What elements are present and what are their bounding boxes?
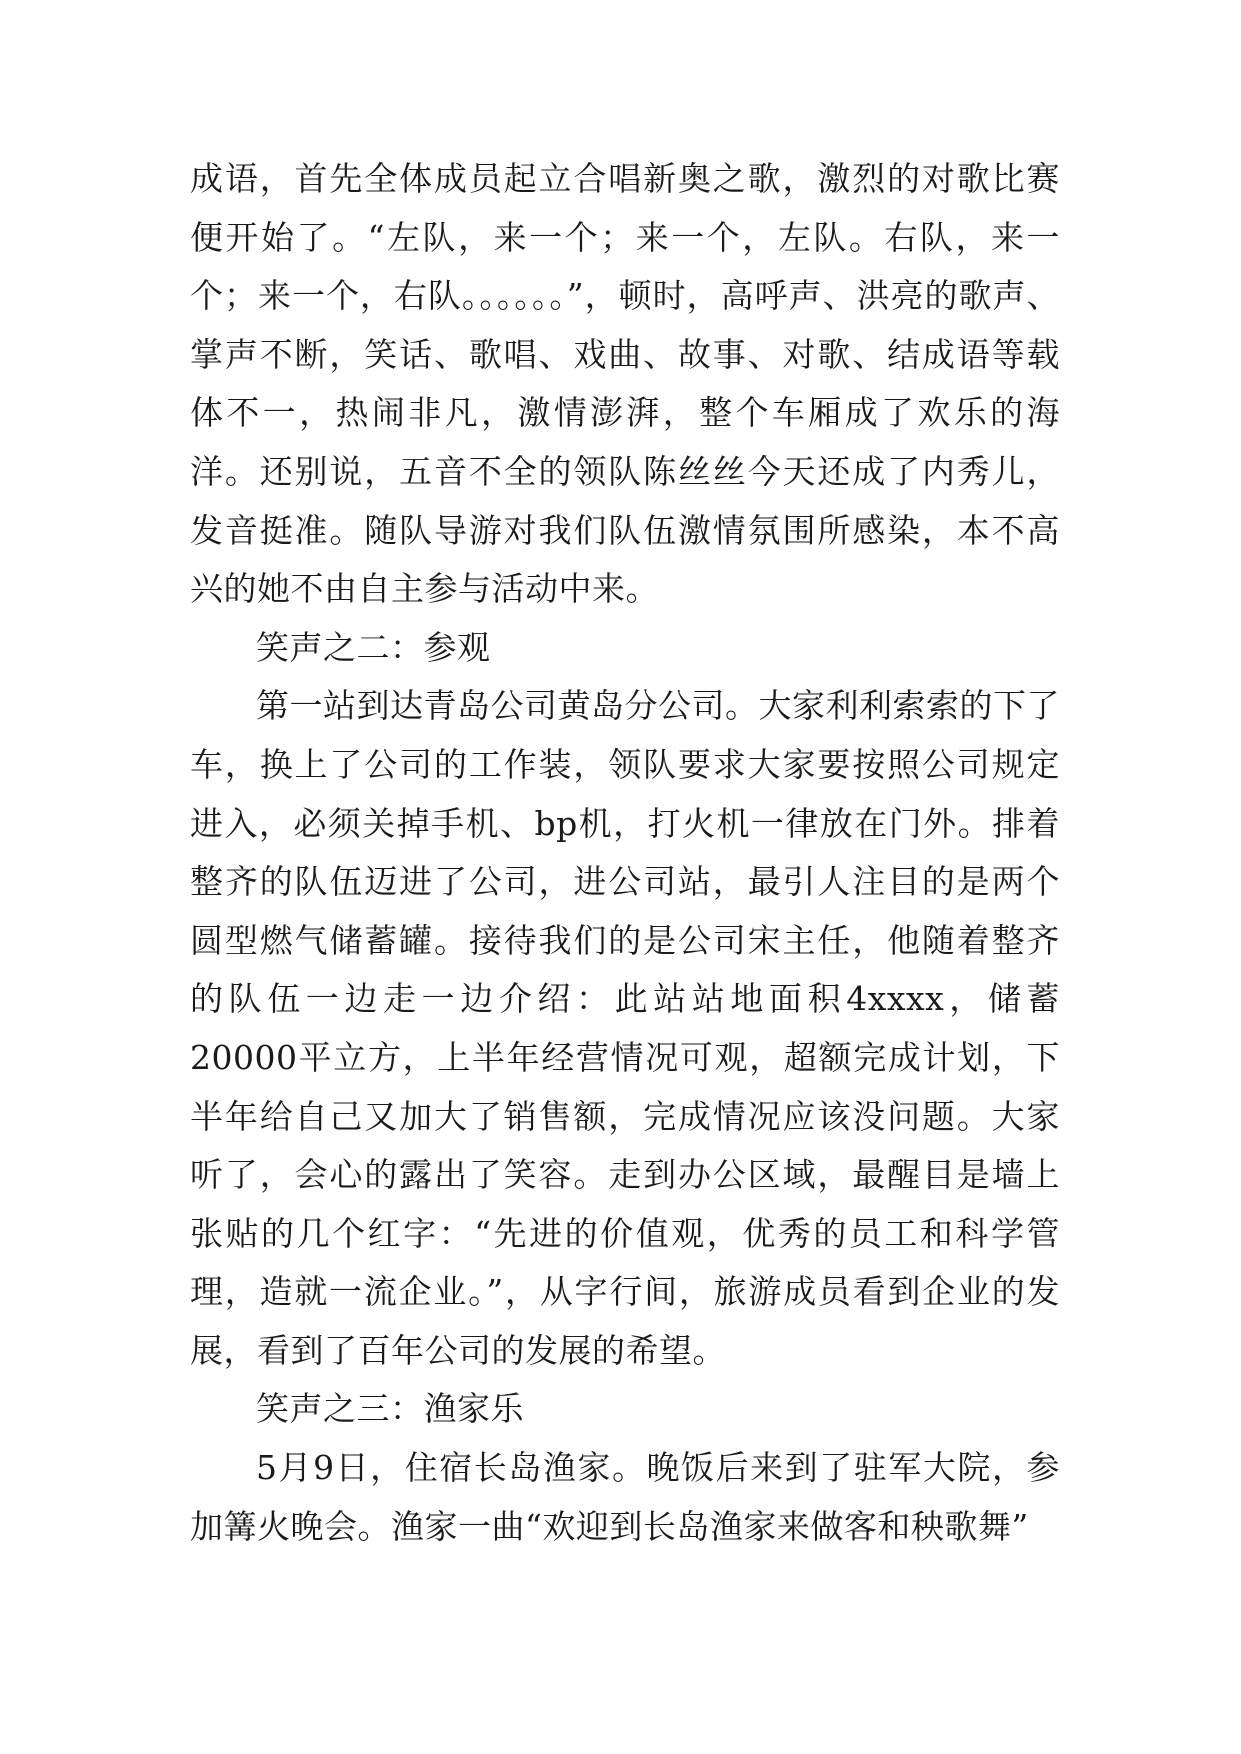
- paragraph-company-visit: 第一站到达青岛公司黄岛分公司。大家利利索索的下了车，换上了公司的工作装，领队要求大家要按照公司规定进入，必须关掉手机、bp机，打火机一律放在门外。排着整齐的队伍迈进了公司，进公司站，最引人注目的是两个圆型燃气储蓄罐。接待我们的是公司宋主任，他随着整齐的队伍一边走一边介绍：此站站地面积4xxxx，储蓄20000平立方，上半年经营情况可观，超额完成计划，下半年给自己又加大了销售额，完成情况应该没问题。大家听了，会心的露出了笑容。走到办公区域，最醒目是墙上张贴的几个红字：“先进的价值观，优秀的员工和科学管理，造就一流企业。”，从字行间，旅游成员看到企业的发展，看到了百年公司的发展的希望。: [190, 686, 1060, 1370]
- document-page: [190, 150, 1060, 1556]
- paragraph-carriage-singing: 成语，首先全体成员起立合唱新奥之歌，激烈的对歌比赛便开始了。“左队，来一个；来一个，左队。右队，来一个；来一个，右队。。。。。。”，顿时，高呼声、洪亮的歌声、掌声不断，笑话、歌唱、戏曲、故事、对歌、结成语等载体不一，热闹非凡，激情澎湃，整个车厢成了欢乐的海洋。还别说，五音不全的领队陈丝丝今天还成了内秀儿，发音挺准。随队导游对我们队伍激情氛围所感染，本不高兴的她不由自主参与活动中来。: [190, 159, 1060, 609]
- section-heading-fisherman-joy: 笑声之三：渔家乐: [256, 1389, 524, 1429]
- paragraph-fisherman-stay: 5月9日，住宿长岛渔家。晚饭后来到了驻军大院，参加篝火晚会。渔家一曲“欢迎到长岛渔家来做客和秧歌舞”: [190, 1448, 1060, 1546]
- section-heading-visit: 笑声之二：参观: [256, 627, 491, 667]
